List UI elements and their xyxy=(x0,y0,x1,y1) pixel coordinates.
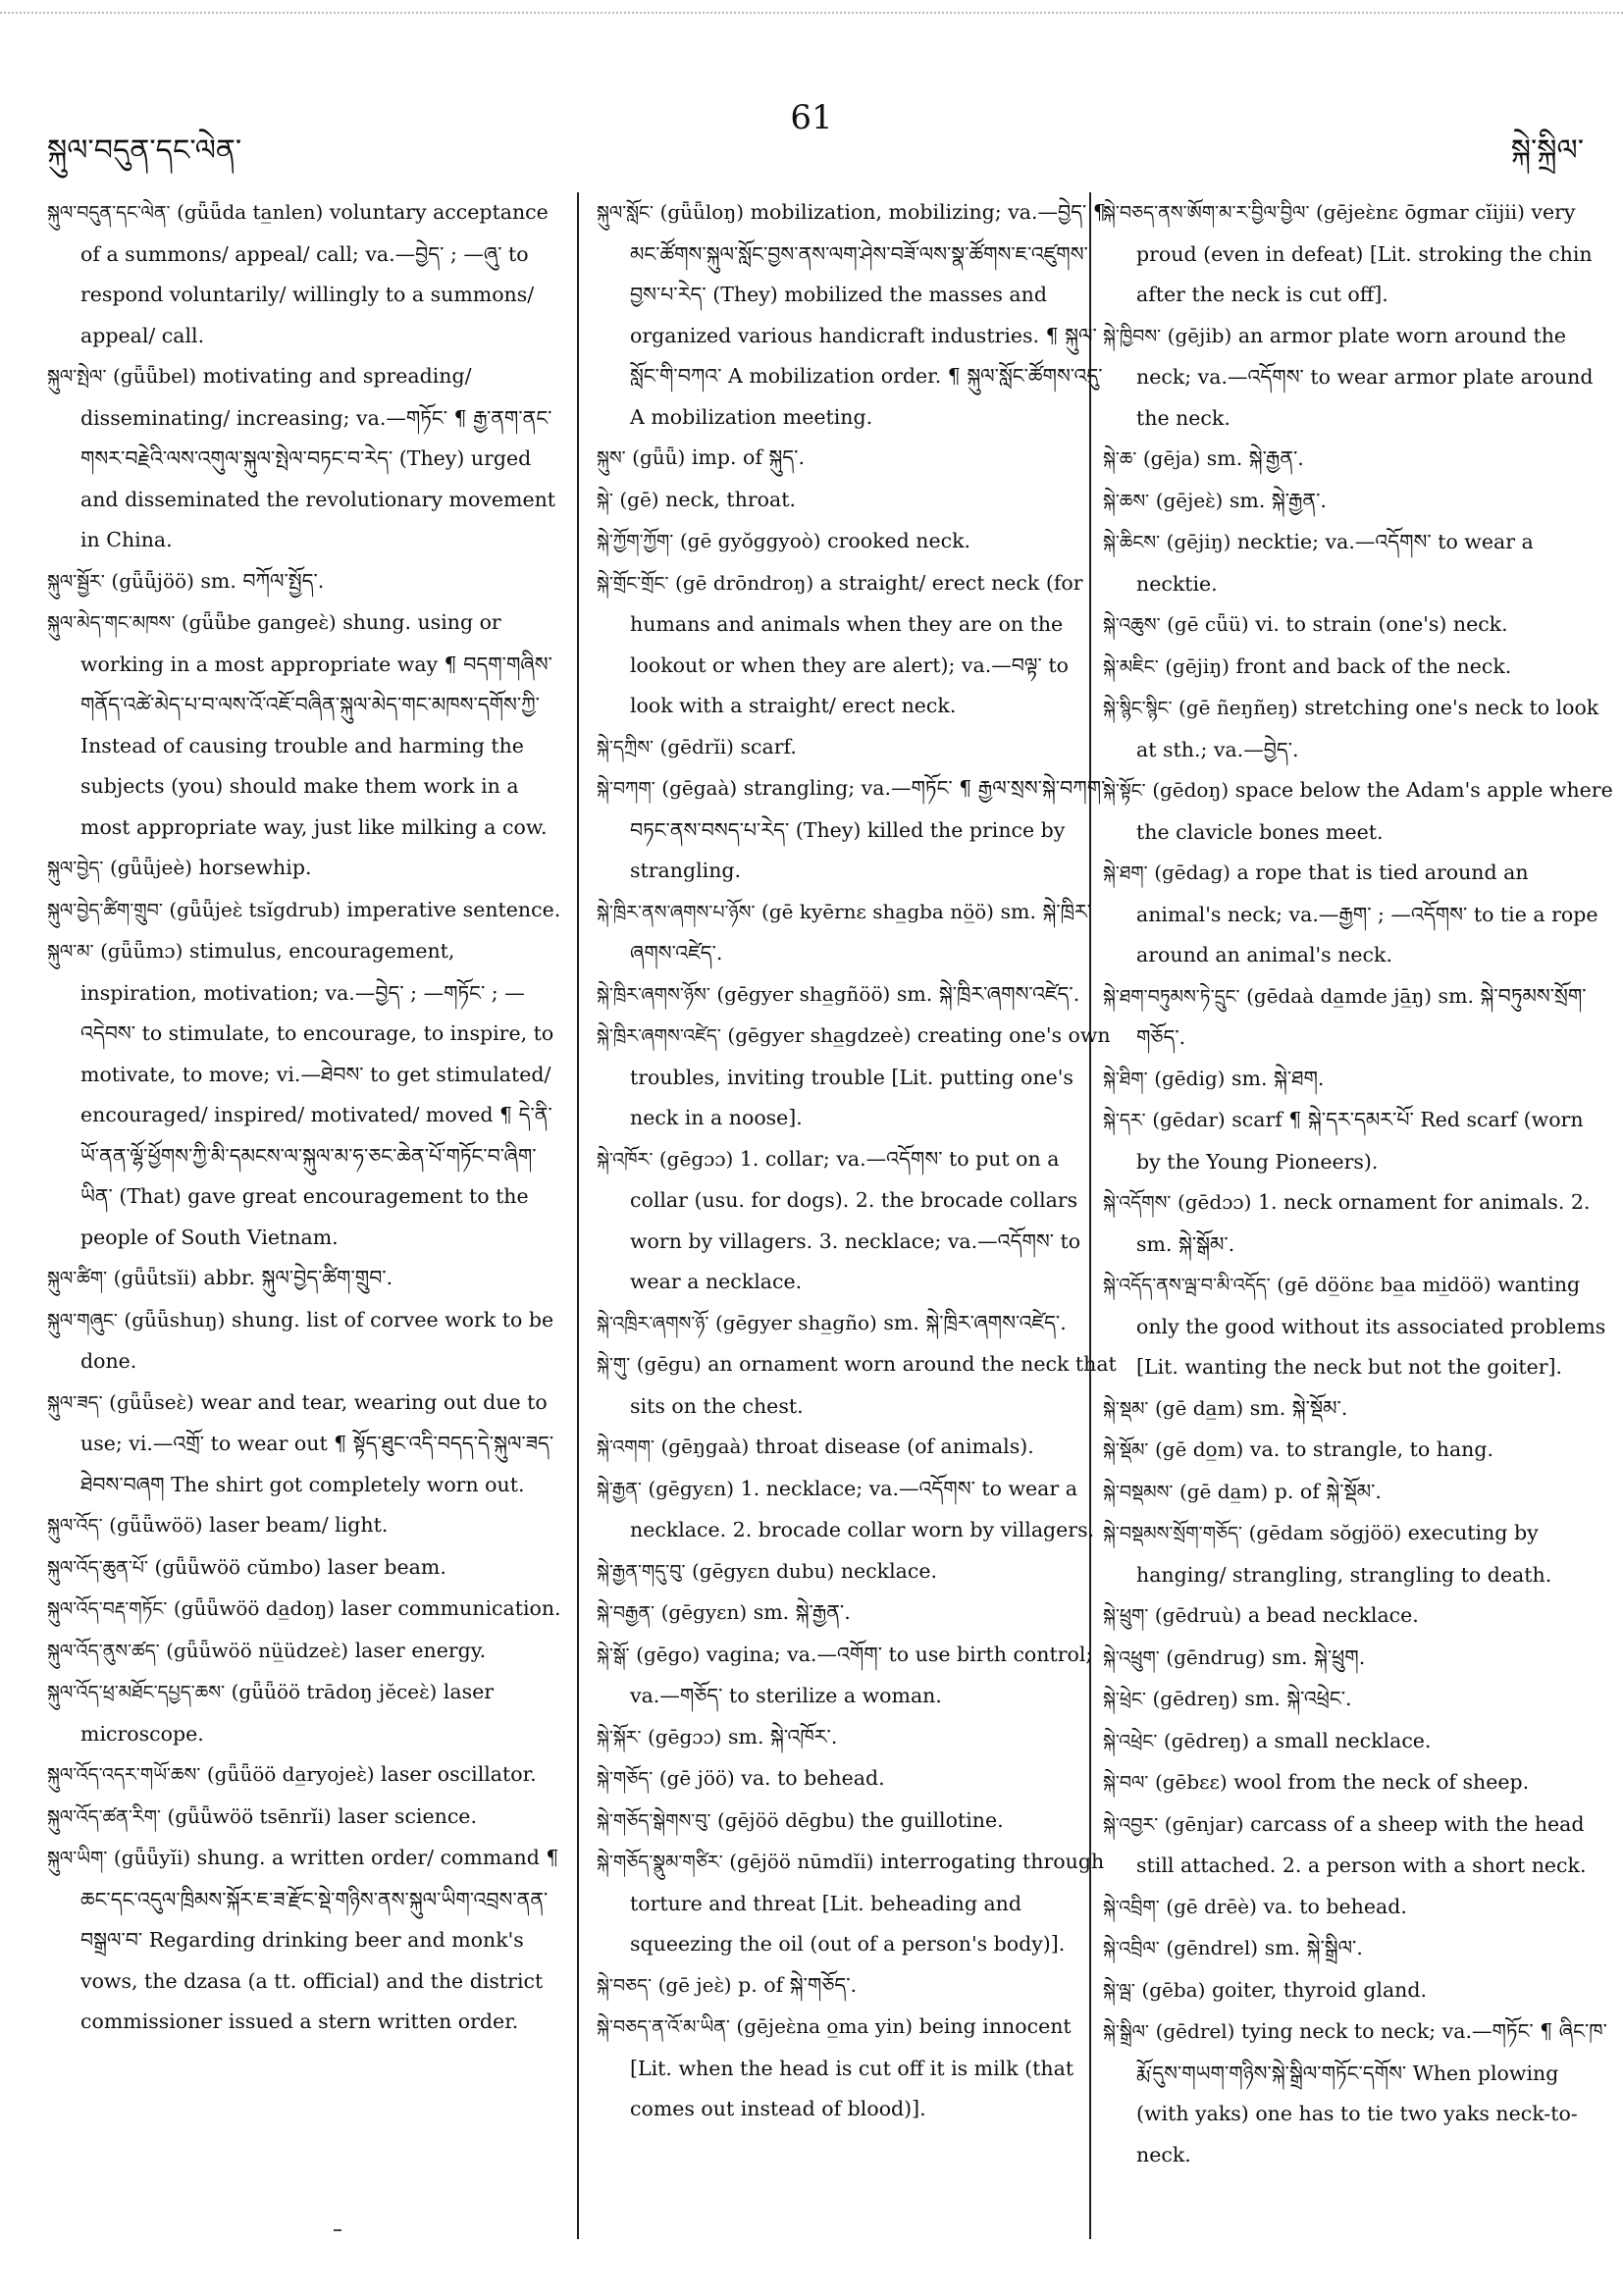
entry-definition: neck, throat. xyxy=(665,487,796,511)
entry-definition: shung. using or working in a most appropriate way ¶ བདག་གཞིས་གནོད་འཚེ་མེད་པ་བ་ལས་འོ་འཇོ་བཞིན་སྐུལ་མེད་གང་མཁས་དགོས་ཀྱི་ Instead of causing trouble and harming the subjects (you) should make them work in a most appropriate way, just like milking a cow. xyxy=(80,610,552,839)
dictionary-entry xyxy=(1103,1721,1613,1763)
dictionary-entry xyxy=(47,1672,567,1754)
dictionary-entry xyxy=(597,768,1117,892)
dictionary-entry xyxy=(1103,1265,1613,1388)
entry-romanization: (gǖǖyĭi) xyxy=(113,1846,191,1869)
dictionary-entry xyxy=(597,1427,1117,1469)
entry-headword: སྐེ་སྐོར་ xyxy=(597,1726,642,1748)
dictionary-entry xyxy=(47,1383,567,1506)
entry-definition: a rope that is tied around an animal's neck; va.—རྒྱག་ ; —འདོགས་ to tie a rope around an animal's neck. xyxy=(1136,861,1598,966)
dictionary-entry xyxy=(47,1838,567,2043)
dictionary-entry xyxy=(597,1592,1117,1635)
entry-definition: voluntary acceptance of a summons/ appeal/ call; va.—བྱེད་ ; —ཞུ་ to respond voluntarily/ willingly to a summons/ appeal/ call. xyxy=(80,200,549,347)
entry-definition: p. of སྐེ་གཅོད་. xyxy=(738,1972,858,1997)
entry-headword: སྐེ་བཀག་ xyxy=(597,778,655,800)
entry-romanization: (gējöö dēgbu) xyxy=(716,1807,855,1832)
dictionary-entry xyxy=(1103,1679,1613,1721)
entry-definition: wear and tear, wearing out due to use; vi.—འགྲོ་ to wear out ¶ སྟོད་ཐུང་འདི་བདད་དེ་སྐུལ་ཟད་ཐེབས་བཞག The shirt got completely worn out. xyxy=(80,1389,554,1496)
entry-definition: sm. སྐེ་ཁྲིར་ཞགས་འཛེད་. xyxy=(630,899,1092,965)
entry-romanization: (gēŋgaà) xyxy=(660,1435,750,1458)
dictionary-entry xyxy=(1103,1970,1613,2012)
entry-romanization: (gēdrel) xyxy=(1155,2019,1235,2043)
dictionary-entry xyxy=(597,1303,1117,1345)
entry-romanization: (gǖǖwöö nü̲üdzeɛ̀) xyxy=(166,1638,349,1662)
entry-headword: སྐེ་ཐག་བཏུམས་ཏེ་དྲུང་ xyxy=(1103,985,1240,1008)
entry-definition: sm. སྐེ་ཁྲིར་ཞགས་འཛེད་. xyxy=(896,981,1080,1006)
entry-definition: motivating and spreading/ disseminating/ increasing; va.—གཏོང་ ¶ རྒྱ་ནག་ནང་གསར་བརྗེའི་ལས་འགུལ་སྐུལ་སྤེལ་བཏང་བ་རེད་ (They) urged and disseminated the revolutionary movement in China. xyxy=(80,364,556,551)
entry-headword: སྐེ་ཁྲིར་ཞགས་ཉོས་ xyxy=(597,983,710,1006)
entry-headword: སྐེ་འཁྲིར་ཞགས་ཉོ་ xyxy=(597,1312,709,1334)
entry-definition: laser microscope. xyxy=(80,1680,495,1746)
entry-definition: laser beam. xyxy=(327,1554,446,1579)
dictionary-entry xyxy=(47,356,567,561)
entry-definition: va. to strangle, to hang. xyxy=(1249,1437,1494,1461)
entry-headword: སྐེ་གུ་ xyxy=(597,1354,631,1376)
entry-romanization: (gēdag) xyxy=(1154,861,1230,884)
dictionary-entry xyxy=(47,602,567,848)
entry-definition: tying neck to neck; va.—གཏོང་ ¶ ཞིང་ཁ་རྨོ་དུས་གཡག་གཉིས་སྐེ་སྒྲིལ་གཏོང་དགོས་ When plowing (with yaks) one has to tie two yaks neck-to-neck. xyxy=(1136,2019,1607,2166)
entry-headword: སྐེ་འཕྲུག་ xyxy=(1103,1646,1160,1669)
entry-headword: སྐེ་ཀྱོག་ཀྱོག་ xyxy=(597,531,674,552)
entry-headword: སྐུལ་མེད་གང་མཁས་ xyxy=(47,612,176,634)
entry-headword: སྐུལ་མ་ xyxy=(47,941,94,963)
dictionary-entry xyxy=(47,1300,567,1383)
dictionary-entry xyxy=(47,192,567,356)
dictionary-entry xyxy=(1103,853,1613,976)
entry-definition: an armor plate worn around the neck; va.—འདོགས་ to wear armor plate around the neck. xyxy=(1136,323,1594,430)
dictionary-column-2 xyxy=(597,192,1117,2130)
entry-definition: goiter, thyroid gland. xyxy=(1211,1977,1428,2002)
dictionary-column-3 xyxy=(1103,192,1613,2175)
entry-romanization: (gǖǖshuŋ) xyxy=(124,1307,226,1331)
entry-headword: སྐེ་སྡམ་ xyxy=(1103,1397,1149,1420)
entry-definition: necklace. xyxy=(840,1558,937,1583)
dictionary-entry xyxy=(1103,604,1613,647)
entry-definition: very proud (even in defeat) [Lit. stroking the chin after the neck is cut off]. xyxy=(1136,200,1593,306)
entry-definition: sm. སྐེ་སྒྲིལ་. xyxy=(1264,1936,1363,1959)
dictionary-entry xyxy=(597,727,1117,769)
dictionary-entry xyxy=(597,1800,1117,1843)
entry-headword: སྐུས་ xyxy=(597,447,626,469)
entry-definition: sm. སྐེ་རྒྱན་. xyxy=(1229,488,1327,512)
dictionary-entry xyxy=(597,1344,1117,1427)
footer-mark xyxy=(334,2229,341,2231)
entry-romanization: (gēgɔɔ) xyxy=(648,1724,722,1748)
entry-romanization: (gēgu) xyxy=(636,1352,702,1376)
entry-headword: སྐེ་སྒོ་ xyxy=(597,1644,630,1666)
entry-definition: sm. སྐེ་ཕྲུག. xyxy=(1272,1644,1366,1669)
entry-definition: shung. list of corvee work to be done. xyxy=(80,1307,554,1373)
entry-definition: executing by hanging/ strangling, strangling to death. xyxy=(1136,1521,1552,1587)
entry-headword: སྐེ་ཐིག་ xyxy=(1103,1068,1148,1090)
entry-headword: སྐེ་ཕྲུག་ xyxy=(1103,1605,1149,1627)
entry-romanization: (gēnjar) xyxy=(1164,1811,1244,1836)
entry-romanization: (gēgyer sha̲gdzeè) xyxy=(727,1023,912,1047)
dictionary-entry xyxy=(1103,1638,1613,1680)
entry-definition: horsewhip. xyxy=(198,856,312,879)
entry-definition: laser oscillator. xyxy=(381,1762,537,1786)
entry-romanization: (gēbɛɛ) xyxy=(1154,1770,1228,1794)
dictionary-entry xyxy=(597,192,1117,438)
entry-definition: wanting only the good without its associated problems [Lit. wanting the neck but not the goiter]. xyxy=(1136,1273,1606,1379)
entry-romanization: (gēdɔɔ) xyxy=(1177,1190,1252,1214)
entry-romanization: (gē jeɛ̀) xyxy=(657,1972,732,1997)
entry-romanization: (gǖǖbel) xyxy=(113,364,197,388)
entry-romanization: (gēndrel) xyxy=(1166,1936,1259,1959)
entry-headword: སྐེ་འཆུས་ xyxy=(1103,614,1161,636)
entry-headword: སྐེ་བཅད་ xyxy=(597,1974,653,1997)
dictionary-entry xyxy=(47,1631,567,1673)
entry-romanization: (gēndrug) xyxy=(1166,1644,1266,1669)
entry-definition: vagina; va.—འགོག་ to use birth control; va.—གཅོད་ to sterilize a woman. xyxy=(630,1642,1093,1707)
entry-romanization: (gēja) xyxy=(1142,446,1201,470)
entry-headword: སྐུལ་སྦྱོར་ xyxy=(47,570,105,593)
dictionary-entry xyxy=(1103,1182,1613,1265)
entry-definition: interrogating through torture and threat [Lit. beheading and squeezing the oil (out of a person's body)]. xyxy=(630,1850,1105,1956)
entry-headword: སྐེ་གྲོང་གྲོང་ xyxy=(597,572,669,595)
entry-romanization: (gē drōndroŋ) xyxy=(675,570,814,595)
entry-romanization: (gǖǖseɛ̀) xyxy=(109,1389,194,1414)
entry-romanization: (gǖǖöö trādoŋ jĕceɛ̀) xyxy=(231,1680,438,1703)
entry-romanization: (gē gyŏggyoò) xyxy=(679,529,821,552)
entry-headword: སྐེ་ཆས་ xyxy=(1103,490,1150,512)
dictionary-entry xyxy=(1103,1928,1613,1970)
entry-headword: སྐེ་འགག་ xyxy=(597,1436,654,1458)
entry-definition: sm. སྐེ་ཁྲིར་ཞགས་འཛེད་. xyxy=(883,1310,1067,1334)
entry-headword: སྐེ་ཆིངས་ xyxy=(1103,532,1161,553)
entry-definition: imp. of སྐུད་. xyxy=(691,445,805,469)
entry-headword: སྐུལ་སློང་ xyxy=(597,202,654,224)
dictionary-entry xyxy=(597,563,1117,727)
entry-definition: stretching one's neck to look at sth.; va.—བྱེད་. xyxy=(1136,696,1599,761)
dictionary-entry xyxy=(47,931,567,1258)
entry-definition: stimulus, encouragement, inspiration, motivation; va.—བྱེད་ ; —གཏོང་ ; —འདེབས་ to stimulate, to encourage, to inspire, to motivate, to move; vi.—ཐེབས་ to get stimulated/ encouraged/ inspired/ motivated/ moved ¶ དེ་ནི་ཡོ་ནན་ལྷོ་ཕྱོགས་ཀྱི་མི་དམངས་ལ་སྐུལ་མ་ཧ་ཅང་ཆེན་པོ་གཏོང་བ་ཞིག་ཡིན་ (That) gave great encouragement to the people of South Vietnam. xyxy=(80,939,554,1249)
dictionary-entry xyxy=(597,1842,1117,1965)
dictionary-entry xyxy=(597,1469,1117,1551)
entry-romanization: (gēgyɛn) xyxy=(648,1476,735,1500)
entry-definition: the guillotine. xyxy=(861,1807,1004,1832)
entry-definition: necktie; va.—འདོགས་ to wear a necktie. xyxy=(1136,530,1534,596)
dictionary-entry xyxy=(597,480,1117,522)
entry-romanization: (gēdoŋ) xyxy=(1152,778,1230,802)
dictionary-entry xyxy=(597,438,1117,480)
entry-definition: a small necklace. xyxy=(1255,1728,1432,1752)
entry-romanization: (gǖǖwöö tsēnrĭi) xyxy=(167,1803,332,1828)
dictionary-entry xyxy=(47,1754,567,1797)
entry-definition: an ornament worn around the neck that sits on the chest. xyxy=(630,1352,1117,1418)
entry-romanization: (gē da̲m) xyxy=(1154,1395,1244,1420)
dictionary-entry xyxy=(1103,316,1613,440)
entry-definition: 1. necklace; va.—འདོགས་ to wear a necklace. 2. brocade collar worn by villagers. xyxy=(630,1476,1095,1541)
entry-headword: སྐུལ་འོད་ཕྲ་མཐོང་དཔྱད་ཆས་ xyxy=(47,1682,226,1703)
entry-romanization: (gējiŋ) xyxy=(1165,653,1230,678)
entry-romanization: (gējeɛ̀) xyxy=(1155,488,1224,512)
dictionary-entry xyxy=(47,1505,567,1547)
dictionary-entry xyxy=(597,1139,1117,1303)
dictionary-entry xyxy=(597,1965,1117,2008)
entry-headword: སྐུལ་གཞུང་ xyxy=(47,1309,118,1331)
dictionary-entry xyxy=(1103,1595,1613,1638)
entry-romanization: (gēba) xyxy=(1141,1977,1206,2002)
entry-definition: creating one's own troubles, inviting trouble [Lit. putting one's neck in a noose]. xyxy=(630,1023,1111,1129)
page-number: 61 xyxy=(790,98,833,137)
top-dotted-rule xyxy=(0,12,1623,14)
entry-headword: སྐེ་ཕྲེང་ xyxy=(1103,1689,1146,1710)
entry-romanization: (gēdreŋ) xyxy=(1163,1728,1250,1752)
entry-definition: space below the Adam's apple where the clavicle bones meet. xyxy=(1136,778,1613,844)
entry-romanization: (gǖǖöö da̲ryojeɛ̀) xyxy=(206,1762,375,1786)
entry-romanization: (gǖǖwöö cŭmbo) xyxy=(154,1554,322,1579)
entry-definition: va. to behead. xyxy=(1263,1894,1407,1918)
entry-romanization: (gēgyer sha̲gño) xyxy=(714,1310,877,1334)
entry-romanization: (gē ñeŋñeŋ) xyxy=(1178,696,1298,719)
entry-headword: སྐེ་སྡོམ་ xyxy=(1103,1439,1149,1461)
entry-headword: སྐེ་འབྱར་ xyxy=(1103,1813,1159,1836)
entry-romanization: (gē) xyxy=(619,487,659,511)
entry-romanization: (gējiŋ) xyxy=(1166,530,1231,553)
entry-headword: སྐུལ་འོད་འདར་གཡོ་ཆས་ xyxy=(47,1764,201,1786)
dictionary-entry xyxy=(597,1016,1117,1139)
entry-definition: laser science. xyxy=(338,1803,477,1828)
entry-romanization: (gēgaà) xyxy=(661,776,738,800)
entry-definition: imperative sentence. xyxy=(346,897,561,921)
entry-romanization: (gēdam sŏgjöö) xyxy=(1248,1521,1402,1544)
entry-romanization: (gǖǖmɔ) xyxy=(100,939,183,963)
entry-romanization: (gē cǖü) xyxy=(1167,612,1249,636)
dictionary-entry xyxy=(597,892,1117,974)
entry-headword: སྐེ་བཅད་ནས་ཨོག་མ་ར་བྱིལ་བྱིལ་ xyxy=(1103,202,1310,224)
dictionary-entry xyxy=(1103,770,1613,853)
entry-headword: སྐེ་སྟོང་ xyxy=(1103,780,1146,802)
entry-definition: mobilization, mobilizing; va.—བྱེད་ ¶ མང་ཚོགས་སྐུལ་སློང་བྱས་ནས་ལག་ཤེས་བཟོ་ལས་སྣ་ཚོགས་ཇ་འཛུགས་བྱས་པ་རེད་ (They) mobilized the masses and organized various handicraft industries. ¶ སྐུལ་སློང་གི་བཀའ་ A mobilization order. ¶ སྐུལ་སློང་ཚོགས་འདུ་ A mobilization meeting. xyxy=(630,200,1106,429)
column-rule xyxy=(577,192,579,2239)
entry-headword: སྐེ་བརྒྱན་ xyxy=(597,1602,655,1624)
dictionary-entry xyxy=(1103,1762,1613,1804)
entry-headword: སྐེ་ཐག་ xyxy=(1103,862,1148,884)
entry-headword: སྐེ་གཅོད་སྒེགས་བུ་ xyxy=(597,1809,711,1832)
dictionary-entry xyxy=(597,2007,1117,2130)
entry-headword: སྐུལ་བདུན་དང་ལེན་ xyxy=(47,202,171,224)
entry-romanization: (gē dö̲önɛ ba̲a mi̲döö) xyxy=(1277,1273,1492,1296)
entry-headword: སྐུལ་འོད་བརྡ་གཏོང་ xyxy=(47,1598,168,1620)
entry-headword: སྐུལ་ཚིག་ xyxy=(47,1268,108,1289)
entry-romanization: (gǖǖwöö da̲doŋ) xyxy=(173,1596,336,1620)
entry-headword: སྐེ་གཅོད་སྣུམ་གཙིར་ xyxy=(597,1852,723,1873)
entry-headword: སྐུལ་བྱེད་ཚིག་གྲུབ་ xyxy=(47,899,163,921)
dictionary-entry xyxy=(1103,1059,1613,1101)
entry-definition: p. of སྐེ་སྡོམ་. xyxy=(1274,1479,1382,1503)
entry-romanization: (gǖǖjöö) xyxy=(111,568,194,593)
entry-headword: སྐེ་རྒྱན་གདུ་བུ་ xyxy=(597,1560,686,1583)
entry-romanization: (gǖǖbe gangeɛ̀) xyxy=(181,610,337,634)
entry-headword: སྐུལ་ཡིག་ xyxy=(47,1848,108,1869)
entry-headword: སྐེ་བཅད་ན་འོ་མ་ཡིན་ xyxy=(597,2016,730,2038)
entry-romanization: (gējeɛ̀nɛ ōgmar cĭijii) xyxy=(1316,200,1525,224)
entry-headword: སྐེ་ཆ་ xyxy=(1103,448,1137,470)
entry-definition: abbr. སྐུལ་བྱེད་ཚིག་གྲུབ་. xyxy=(203,1266,393,1289)
entry-headword: སྐེ་བསྡམས་སྲོག་གཅོད་ xyxy=(1103,1523,1243,1544)
entry-headword: སྐེ་བསྡམས་ xyxy=(1103,1481,1174,1503)
dictionary-entry xyxy=(597,974,1117,1017)
entry-romanization: (gēgyer sha̲gñöö) xyxy=(716,981,891,1006)
dictionary-entry xyxy=(597,1717,1117,1759)
entry-headword: སྐེ་མཇིང་ xyxy=(1103,655,1159,678)
entry-definition: vi. to strain (one's) neck. xyxy=(1255,612,1508,636)
entry-romanization: (gǖǖtsĭi) xyxy=(113,1266,197,1289)
entry-romanization: (gēdruù) xyxy=(1154,1603,1242,1627)
entry-headword: སྐུལ་འོད་ xyxy=(47,1515,103,1537)
entry-definition: va. to behead. xyxy=(741,1766,885,1790)
entry-romanization: (gēdar) xyxy=(1152,1108,1226,1131)
dictionary-column-1 xyxy=(47,192,567,2043)
dictionary-entry xyxy=(1103,647,1613,689)
dictionary-entry xyxy=(47,1258,567,1300)
entry-definition: being innocent [Lit. when the head is cut off it is milk (that comes out instead of blood)]. xyxy=(630,2014,1074,2120)
dictionary-entry xyxy=(47,561,567,603)
dictionary-entry xyxy=(47,848,567,890)
entry-romanization: (gējöö nūmdĭi) xyxy=(729,1850,874,1873)
entry-definition: wool from the neck of sheep. xyxy=(1233,1770,1530,1794)
dictionary-entry xyxy=(47,890,567,932)
entry-definition: laser energy. xyxy=(354,1638,487,1662)
entry-definition: 1. collar; va.—འདོགས་ to put on a collar (usu. for dogs). 2. the brocade collars worn by villagers. 3. necklace; va.—འདོགས་ to wear a necklace. xyxy=(630,1146,1081,1293)
entry-headword: སྐེ་ཁྱིབས་ xyxy=(1103,325,1162,347)
entry-romanization: (gǖǖwöö) xyxy=(109,1513,203,1537)
entry-romanization: (gǖǖjeè) xyxy=(109,856,192,879)
entry-headword: སྐུལ་འོད་ཆུན་པོ་ xyxy=(47,1556,148,1579)
entry-definition: sm. སྐེ་བཏུམས་སྲོག་གཅོད་. xyxy=(1136,983,1587,1049)
entry-headword: སྐེ་བལ་ xyxy=(1103,1772,1149,1794)
entry-romanization: (gēgɔɔ) xyxy=(658,1146,734,1171)
entry-headword: སྐུལ་འོད་ནུས་ཚད་ xyxy=(47,1640,160,1662)
dictionary-entry xyxy=(1103,1388,1613,1431)
dictionary-entry xyxy=(597,1635,1117,1717)
entry-definition: laser beam/ light. xyxy=(209,1513,389,1537)
entry-headword: སྐེ་དཀྲིས་ xyxy=(597,736,654,758)
entry-definition: a bead necklace. xyxy=(1247,1603,1419,1627)
entry-definition: sm. སྐེ་འཁོར་. xyxy=(727,1724,838,1748)
entry-definition: throat disease (of animals). xyxy=(755,1435,1034,1458)
dictionary-entry xyxy=(597,1551,1117,1593)
running-head-right: སྐེ་སྐྲིལ་ xyxy=(1510,133,1584,168)
entry-headword: སྐེ་དར་ xyxy=(1103,1110,1146,1131)
entry-romanization: (gē jöö) xyxy=(658,1766,735,1790)
entry-romanization: (gēdaà da̲mde jā̲ŋ) xyxy=(1246,983,1433,1008)
entry-romanization: (gē do̲m) xyxy=(1154,1437,1244,1461)
entry-headword: སྐེ་འབྲིལ་ xyxy=(1103,1938,1160,1959)
entry-headword: སྐུལ་འོད་ཚན་རིག་ xyxy=(47,1805,162,1828)
entry-headword: སྐུལ་ཟད་ xyxy=(47,1391,103,1414)
entry-headword: སྐེ་འཕྲེང་ xyxy=(1103,1730,1158,1752)
entry-definition: sm. སྐེ་རྒྱན་. xyxy=(1206,446,1304,470)
entry-romanization: (gēdig) xyxy=(1154,1066,1226,1090)
dictionary-entry xyxy=(47,1797,567,1839)
entry-definition: scarf. xyxy=(740,734,797,758)
entry-romanization: (gǖǖjeɛ̀ tsĭgdrub) xyxy=(169,897,340,921)
entry-romanization: (gēgo) xyxy=(636,1642,701,1666)
entry-romanization: (gē kyērnɛ sha̲gba nö̲ö) xyxy=(761,899,994,923)
entry-definition: scarf ¶ སྐེ་དར་དམར་པོ་ Red scarf (worn by the Young Pioneers). xyxy=(1136,1108,1584,1174)
entry-headword: སྐེ་འཁོར་ xyxy=(597,1148,654,1171)
entry-definition: sm. སྐེ་ཐག. xyxy=(1230,1066,1325,1090)
dictionary-entry xyxy=(1103,1887,1613,1929)
entry-definition: shung. a written order/ command ¶ ཆང་དང་འདུལ་ཁྲིམས་སྐོར་ཇ་ཟ་རྫོང་སྡེ་གཉིས་ནས་སྐུལ་ཡིག་འབྲས་ནན་བསྒྲལ་བ་ Regarding drinking beer and monk's vows, the dzasa (a tt. official) and the district commissioner issued a stern written order. xyxy=(80,1846,559,2033)
entry-headword: སྐེ་སྙིང་སྙིང་ xyxy=(1103,698,1173,719)
entry-romanization: (gǖǖda ta̲nlen) xyxy=(177,200,324,224)
entry-definition: sm. སྐེ་སྡོམ་. xyxy=(1249,1395,1348,1420)
entry-definition: a straight/ erect neck (for humans and animals when they are on the lookout or when they are alert); va.—བལྟ་ to look with a straight/ erect neck. xyxy=(630,570,1083,717)
dictionary-entry xyxy=(1103,439,1613,481)
entry-headword: སྐེ་གཅོད་ xyxy=(597,1768,654,1790)
entry-headword: སྐེ་ཁྲིར་ནས་ཞགས་པ་ཉོས་ xyxy=(597,901,756,923)
dictionary-entry xyxy=(1103,522,1613,604)
dictionary-entry xyxy=(47,1589,567,1631)
entry-romanization: (gējeɛ̀na o̲ma yin) xyxy=(736,2014,914,2038)
entry-definition: carcass of a sheep with the head still attached. 2. a person with a short neck. xyxy=(1136,1811,1587,1877)
dictionary-entry xyxy=(1103,1804,1613,1887)
entry-romanization: (gē da̲m) xyxy=(1178,1479,1269,1503)
dictionary-entry xyxy=(1103,1100,1613,1182)
dictionary-entry xyxy=(1103,2011,1613,2175)
dictionary-entry xyxy=(1103,1430,1613,1472)
entry-headword: སྐེ་ལྦ་ xyxy=(1103,1979,1135,2002)
entry-headword: སྐེ་འདོད་ནས་ལྦ་བ་མི་འདོད་ xyxy=(1103,1275,1271,1296)
entry-romanization: (gēgyɛn) xyxy=(660,1600,748,1624)
entry-romanization: (gēdreŋ) xyxy=(1152,1687,1238,1710)
entry-definition: sm. སྐེ་རྒྱན་. xyxy=(753,1600,851,1624)
entry-headword: སྐེ་འབྲིག་ xyxy=(1103,1896,1160,1918)
entry-definition: laser communication. xyxy=(340,1596,561,1620)
entry-romanization: (gēgyɛn dubu) xyxy=(691,1558,835,1583)
entry-definition: crooked neck. xyxy=(827,529,971,552)
dictionary-entry xyxy=(1103,976,1613,1059)
entry-romanization: (gē drēè) xyxy=(1166,1894,1257,1918)
entry-definition: 1. neck ornament for animals. 2. sm. སྐེ་སྒོམ་. xyxy=(1136,1190,1591,1256)
dictionary-entry xyxy=(47,1547,567,1590)
dictionary-entry xyxy=(1103,1513,1613,1595)
dictionary-entry xyxy=(1103,688,1613,770)
dictionary-entry xyxy=(1103,481,1613,523)
dictionary-entry xyxy=(1103,1472,1613,1514)
entry-headword: སྐུལ་བྱེད་ xyxy=(47,858,104,879)
entry-definition: sm. སྐེ་འཕྲེང་. xyxy=(1244,1687,1352,1710)
dictionary-entry xyxy=(597,521,1117,563)
entry-romanization: (gējib) xyxy=(1167,323,1232,347)
entry-romanization: (gēdrĭi) xyxy=(659,734,734,758)
entry-definition: front and back of the neck. xyxy=(1235,653,1512,678)
entry-headword: སྐུལ་སྤེལ་ xyxy=(47,366,107,388)
dictionary-entry xyxy=(1103,192,1613,316)
entry-definition: sm. བཀོལ་སྤྱོད་. xyxy=(200,568,325,593)
entry-headword: སྐེ་འདོགས་ xyxy=(1103,1192,1172,1214)
running-head-left: སྐུལ་བདུན་དང་ལེན་ xyxy=(47,133,242,168)
entry-headword: སྐེ་རྒྱན་ xyxy=(597,1478,642,1500)
entry-romanization: (gǖǖ) xyxy=(632,445,686,469)
entry-romanization: (gǖǖloŋ) xyxy=(659,200,745,224)
entry-headword: སྐེ་སྒྲིལ་ xyxy=(1103,2021,1150,2043)
entry-definition: strangling; va.—གཏོང་ ¶ རྒྱལ་སྲས་སྐེ་བཀག་བཏང་ནས་བསད་པ་རེད་ (They) killed the prince by strangling. xyxy=(630,776,1106,882)
entry-headword: སྐེ་ xyxy=(597,489,613,511)
dictionary-entry xyxy=(597,1758,1117,1800)
entry-headword: སྐེ་ཁྲིར་ཞགས་འཛེད་ xyxy=(597,1025,721,1047)
